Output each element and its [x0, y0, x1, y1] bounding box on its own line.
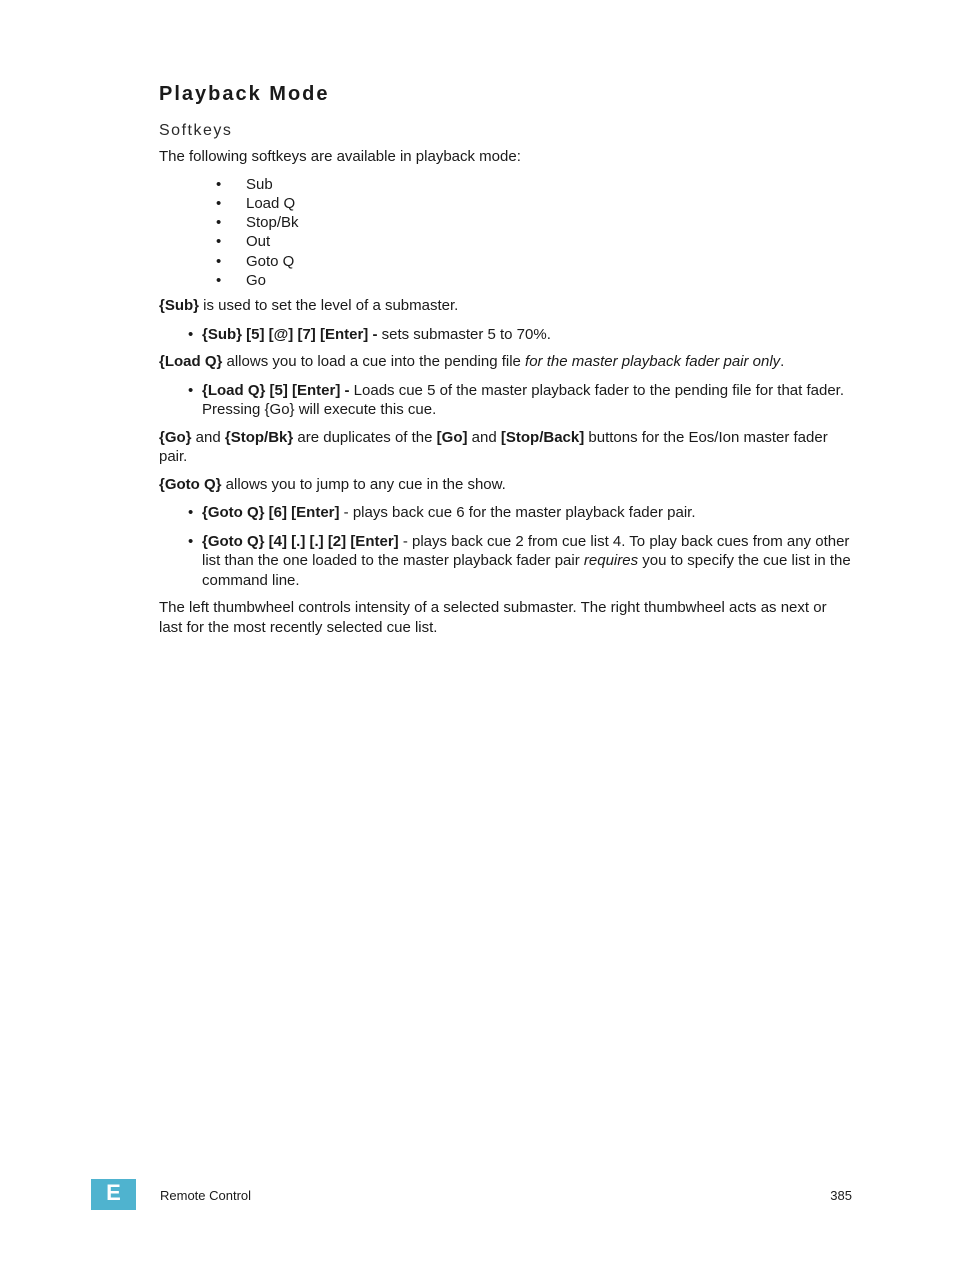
loadq-example: • {Load Q} [5] [Enter] - Loads cue 5 of the master playback fader to the pending file for that fader. Pressing {Go} will execute this cue.	[188, 381, 844, 419]
softkey-label: Go	[246, 271, 267, 289]
page-content	[159, 78, 854, 637]
bullet: •	[216, 214, 222, 232]
bullet: •	[216, 233, 222, 251]
softkey-name: {Sub}	[159, 297, 200, 315]
list-item	[159, 271, 854, 290]
bullet: •	[188, 532, 194, 550]
go-paragraph: {Go} and {Stop/Bk} are duplicates of the [Go] and [Stop/Back] buttons for the Eos/Ion master fader pair.	[159, 428, 828, 466]
bullet: •	[188, 381, 194, 399]
command-syntax: {Goto Q} [6] [Enter]	[202, 504, 340, 522]
softkey-list	[159, 175, 854, 291]
softkey-name: {Load Q}	[159, 353, 223, 371]
loadq-paragraph: {Load Q} allows you to load a cue into the pending file for the master playback fader pair only.	[159, 353, 785, 371]
list-item	[159, 175, 854, 194]
intro-text: The following softkeys are available in playback mode:	[159, 148, 521, 165]
bullet: •	[216, 271, 222, 289]
gotoq-paragraph: {Goto Q} allows you to jump to any cue in the show.	[159, 475, 506, 493]
command-syntax: {Load Q} [5] [Enter] -	[202, 381, 350, 399]
section-title: Playback Mode	[159, 83, 330, 105]
bullet: •	[216, 252, 222, 270]
sub-paragraph: {Sub} is used to set the level of a submaster.	[159, 297, 459, 315]
sub-example: • {Sub} [5] [@] [7] [Enter] - sets submaster 5 to 70%.	[188, 325, 551, 343]
gotoq-example-1: • {Goto Q} [6] [Enter] - plays back cue 6 for the master playback fader pair.	[188, 504, 696, 522]
list-item	[159, 252, 854, 271]
list-item	[159, 194, 854, 213]
softkey-label: Stop/Bk	[246, 214, 299, 232]
bullet: •	[216, 175, 222, 193]
gotoq-example-2: • {Goto Q} [4] [.] [.] [2] [Enter] - plays back cue 2 from cue list 4. To play back cues from any other list than the one loaded to the master playback fader pair requires you to specify the cue list in the command line.	[188, 532, 851, 589]
thumbwheel-paragraph: The left thumbwheel controls intensity of a selected submaster. The right thumbwheel acts as next or last for the most recently selected cue list.	[159, 599, 827, 636]
subsection-title: Softkeys	[159, 122, 233, 139]
footer-chapter: Remote Control	[160, 1188, 252, 1203]
bullet: •	[188, 504, 194, 522]
command-syntax: {Goto Q} [4] [.] [.] [2] [Enter]	[202, 532, 399, 550]
page-number: 385	[830, 1188, 852, 1203]
command-syntax: {Sub} [5] [@] [7] [Enter] -	[202, 325, 378, 343]
list-item	[159, 232, 854, 251]
softkey-label: Sub	[246, 175, 273, 193]
list-item	[159, 213, 854, 232]
appendix-tab: E	[91, 1179, 136, 1210]
softkey-label: Load Q	[246, 194, 296, 212]
bullet: •	[188, 325, 194, 343]
softkey-label: Goto Q	[246, 252, 295, 270]
softkey-name: {Goto Q}	[159, 475, 222, 493]
softkey-label: Out	[246, 233, 271, 251]
bullet: •	[216, 194, 222, 212]
